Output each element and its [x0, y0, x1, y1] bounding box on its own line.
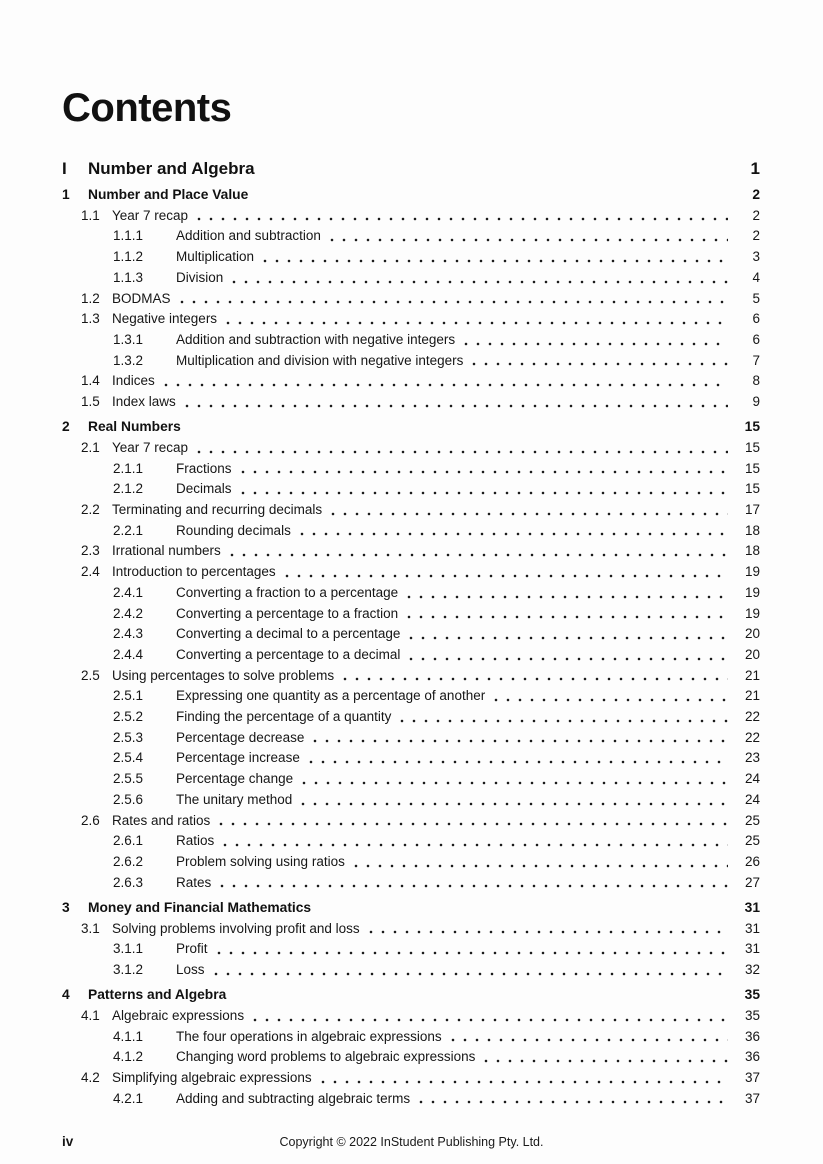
entry-number: 4.2	[81, 1070, 100, 1086]
entry-page: 20	[744, 646, 760, 662]
entry-title: Loss	[176, 962, 205, 978]
entry-number: 2.4	[81, 564, 100, 580]
entry-page: 27	[744, 874, 760, 890]
entry-number: 1.2	[81, 290, 100, 306]
entry-page: 2	[752, 207, 760, 223]
entry-page: 20	[744, 626, 760, 642]
dot-leader	[490, 686, 728, 707]
dot-leader	[222, 309, 728, 330]
toc-entry	[62, 157, 760, 180]
entry-page: 35	[744, 987, 760, 1003]
dot-leader	[226, 541, 728, 562]
entry-page: 19	[744, 564, 760, 580]
entry-number: 2.4.3	[113, 626, 144, 642]
entry-page: 4	[752, 269, 760, 285]
entry-title: Indices	[112, 373, 155, 389]
dot-leader	[403, 604, 728, 625]
entry-page: 3	[752, 249, 760, 265]
entry-number: 2.5.4	[113, 750, 144, 766]
dot-leader	[249, 1006, 728, 1027]
entry-title: Number and Algebra	[88, 159, 255, 178]
entry-title: Year 7 recap	[112, 439, 189, 455]
toc-entry	[62, 624, 760, 645]
entry-title: Using percentages to solve problems	[112, 667, 335, 683]
entry-number: 2.6	[81, 812, 100, 828]
entry-title: Terminating and recurring decimals	[112, 502, 323, 518]
toc-entry	[62, 960, 760, 981]
entry-page: 2	[752, 187, 760, 202]
toc-entry	[62, 226, 760, 247]
entry-title: Converting a decimal to a percentage	[176, 626, 401, 642]
toc-entry	[62, 521, 760, 542]
entry-number: 2.2	[81, 502, 100, 518]
toc-entry	[62, 417, 760, 438]
entry-page: 18	[744, 543, 760, 559]
entry-title: Multiplication and division with negative integers	[176, 352, 464, 368]
entry-title: Adding and subtracting algebraic terms	[176, 1090, 411, 1106]
entry-title: Percentage change	[176, 771, 294, 787]
dot-leader	[405, 645, 728, 666]
entry-page: 15	[744, 481, 760, 497]
entry-title: Patterns and Algebra	[88, 987, 227, 1003]
toc-entry	[62, 392, 760, 413]
dot-leader	[176, 289, 728, 310]
entry-page: 31	[744, 899, 760, 915]
entry-page: 25	[744, 833, 760, 849]
toc-entry	[62, 206, 760, 227]
dot-leader	[231, 985, 728, 1006]
toc-entry	[62, 541, 760, 562]
entry-title: Multiplication	[176, 249, 255, 265]
entry-title: Simplifying algebraic expressions	[112, 1070, 312, 1086]
folio-page-number: iv	[62, 1134, 74, 1149]
toc-entry	[62, 562, 760, 583]
dot-leader	[213, 939, 728, 960]
entry-number: 4.2.1	[113, 1090, 144, 1106]
toc-entry	[62, 1089, 760, 1110]
entry-number: 1.3.1	[113, 331, 144, 347]
toc-list	[62, 157, 760, 1109]
toc-entry	[62, 939, 760, 960]
entry-page: 31	[744, 920, 760, 936]
toc-entry	[62, 185, 760, 206]
dot-leader	[316, 898, 728, 919]
entry-page: 8	[752, 373, 760, 389]
toc-entry	[62, 309, 760, 330]
toc-entry	[62, 985, 760, 1006]
dot-leader	[350, 852, 728, 873]
entry-title: Addition and subtraction	[176, 228, 321, 244]
entry-title: Profit	[176, 941, 208, 957]
dot-leader	[253, 185, 728, 206]
page-footer	[0, 1133, 823, 1155]
dot-leader	[447, 1027, 728, 1048]
toc-entry	[62, 351, 760, 372]
entry-number: 2.1.1	[113, 460, 144, 476]
entry-number: I	[62, 159, 67, 178]
entry-number: 3.1.2	[113, 962, 144, 978]
toc-entry	[62, 645, 760, 666]
dot-leader	[210, 960, 728, 981]
entry-number: 3.1.1	[113, 941, 144, 957]
toc-entry	[62, 1068, 760, 1089]
dot-leader	[415, 1089, 728, 1110]
toc-entry	[62, 666, 760, 687]
dot-leader	[460, 330, 728, 351]
entry-number: 1.1	[81, 207, 100, 223]
entry-title: Rates	[176, 874, 212, 890]
dot-leader	[305, 748, 728, 769]
entry-title: Irrational numbers	[112, 543, 221, 559]
toc-entry	[62, 898, 760, 919]
toc-entry	[62, 438, 760, 459]
dot-leader	[237, 479, 728, 500]
entry-number: 2.4.1	[113, 584, 144, 600]
entry-title: Decimals	[176, 481, 232, 497]
entry-page: 22	[744, 729, 760, 745]
entry-title: The four operations in algebraic expressions	[176, 1028, 442, 1044]
entry-number: 2.2.1	[113, 522, 144, 538]
entry-title: Fractions	[176, 460, 232, 476]
entry-page: 24	[744, 771, 760, 787]
toc-entry	[62, 831, 760, 852]
entry-title: Changing word problems to algebraic expressions	[176, 1049, 476, 1065]
entry-page: 21	[744, 667, 760, 683]
entry-page: 15	[744, 419, 760, 435]
dot-leader	[317, 1068, 728, 1089]
entry-title: BODMAS	[112, 290, 171, 306]
entry-number: 2.4.2	[113, 605, 144, 621]
dot-leader	[403, 583, 728, 604]
entry-title: Year 7 recap	[112, 207, 189, 223]
toc-entry	[62, 1027, 760, 1048]
entry-title: Real Numbers	[88, 419, 181, 435]
entry-title: Percentage increase	[176, 750, 300, 766]
dot-leader	[296, 521, 728, 542]
dot-leader	[298, 769, 728, 790]
dot-leader	[259, 247, 728, 268]
entry-title: Negative integers	[112, 311, 218, 327]
dot-leader	[237, 459, 728, 480]
toc-entry	[62, 769, 760, 790]
toc-entry	[62, 707, 760, 728]
entry-title: Addition and subtraction with negative integers	[176, 331, 456, 347]
dot-leader	[215, 811, 728, 832]
dot-leader	[193, 438, 728, 459]
dot-leader	[327, 500, 728, 521]
dot-leader	[219, 831, 728, 852]
entry-number: 1.4	[81, 373, 100, 389]
entry-title: Converting a percentage to a fraction	[176, 605, 399, 621]
dot-leader	[309, 728, 728, 749]
toc-entry	[62, 919, 760, 940]
toc-entry	[62, 873, 760, 894]
entry-page: 6	[752, 311, 760, 327]
entry-page: 36	[744, 1028, 760, 1044]
entry-number: 2	[62, 419, 70, 435]
toc-entry	[62, 604, 760, 625]
entry-number: 4	[62, 987, 70, 1003]
entry-number: 1.1.3	[113, 269, 144, 285]
dot-leader	[405, 624, 728, 645]
entry-number: 1.3.2	[113, 352, 144, 368]
entry-page: 5	[752, 290, 760, 306]
entry-title: Percentage decrease	[176, 729, 305, 745]
entry-number: 1	[62, 187, 70, 202]
toc-entry	[62, 728, 760, 749]
toc-entry	[62, 268, 760, 289]
entry-page: 32	[744, 962, 760, 978]
entry-page: 9	[752, 394, 760, 410]
entry-number: 2.5.3	[113, 729, 144, 745]
entry-number: 1.1.2	[113, 249, 144, 265]
entry-number: 3	[62, 899, 70, 915]
entry-number: 2.5.6	[113, 791, 144, 807]
entry-number: 2.1.2	[113, 481, 144, 497]
toc-entry	[62, 371, 760, 392]
dot-leader	[396, 707, 728, 728]
entry-number: 4.1.2	[113, 1049, 144, 1065]
dot-leader	[365, 919, 728, 940]
entry-title: Converting a fraction to a percentage	[176, 584, 399, 600]
entry-title: Expressing one quantity as a percentage of another	[176, 688, 486, 704]
entry-number: 4.1.1	[113, 1028, 144, 1044]
entry-title: Problem solving using ratios	[176, 854, 345, 869]
entry-number: 2.3	[81, 543, 100, 559]
entry-page: 22	[744, 709, 760, 725]
entry-page: 35	[744, 1007, 760, 1023]
entry-number: 2.1	[81, 439, 100, 455]
entry-title: Converting a percentage to a decimal	[176, 646, 401, 662]
toc-entry	[62, 1047, 760, 1068]
dot-leader	[468, 351, 728, 372]
toc-entry	[62, 748, 760, 769]
entry-title: Number and Place Value	[88, 187, 249, 202]
entry-title: Money and Financial Mathematics	[88, 899, 312, 915]
toc-entry	[62, 500, 760, 521]
toc-entry	[62, 330, 760, 351]
dot-leader	[339, 666, 728, 687]
entry-page: 15	[744, 460, 760, 476]
entry-page: 19	[744, 584, 760, 600]
dot-leader	[216, 873, 728, 894]
page-title: Contents	[62, 86, 232, 130]
entry-number: 1.1.1	[113, 228, 144, 244]
entry-number: 1.5	[81, 394, 100, 410]
toc-entry	[62, 479, 760, 500]
entry-title: Rounding decimals	[176, 522, 291, 538]
dot-leader	[181, 392, 728, 413]
dot-leader	[281, 562, 728, 583]
entry-title: The unitary method	[176, 791, 293, 807]
entry-number: 2.6.3	[113, 874, 144, 890]
entry-page: 23	[744, 750, 760, 766]
dot-leader	[186, 417, 728, 438]
entry-page: 24	[744, 791, 760, 807]
entry-number: 2.5.5	[113, 771, 144, 787]
entry-number: 2.6.1	[113, 833, 144, 849]
toc-entry	[62, 1006, 760, 1027]
toc-entry	[62, 811, 760, 832]
toc-entry	[62, 459, 760, 480]
toc-entry	[62, 289, 760, 310]
dot-leader	[480, 1047, 728, 1068]
page-content	[62, 0, 760, 1109]
dot-leader	[297, 790, 728, 811]
entry-number: 2.4.4	[113, 646, 144, 662]
entry-number: 4.1	[81, 1007, 100, 1023]
entry-page: 15	[744, 439, 760, 455]
entry-title: Ratios	[176, 833, 215, 849]
entry-page: 36	[744, 1049, 760, 1065]
entry-page: 7	[752, 352, 760, 368]
copyright-text: Copyright © 2022 InStudent Publishing Pty. Ltd.	[279, 1135, 544, 1149]
entry-page: 37	[744, 1090, 760, 1106]
entry-page: 1	[750, 159, 760, 178]
entry-page: 18	[744, 522, 760, 538]
entry-title: Index laws	[112, 394, 176, 410]
toc-entry	[62, 852, 760, 873]
entry-number: 3.1	[81, 920, 100, 936]
entry-page: 6	[752, 331, 760, 347]
entry-number: 2.6.2	[113, 854, 144, 869]
toc-entry	[62, 790, 760, 811]
dot-leader	[228, 268, 728, 289]
entry-title: Solving problems involving profit and loss	[112, 920, 360, 936]
entry-title: Introduction to percentages	[112, 564, 276, 580]
entry-page: 31	[744, 941, 760, 957]
entry-page: 26	[744, 854, 760, 869]
entry-page: 2	[752, 228, 760, 244]
entry-title: Algebraic expressions	[112, 1007, 245, 1023]
entry-title: Finding the percentage of a quantity	[176, 709, 392, 725]
entry-title: Division	[176, 269, 224, 285]
entry-number: 2.5.2	[113, 709, 144, 725]
dot-leader	[260, 157, 728, 180]
entry-page: 17	[744, 502, 760, 518]
toc-entry	[62, 583, 760, 604]
entry-page: 21	[744, 688, 760, 704]
entry-page: 37	[744, 1070, 760, 1086]
entry-page: 19	[744, 605, 760, 621]
entry-number: 1.3	[81, 311, 100, 327]
dot-leader	[326, 226, 728, 247]
toc-entry	[62, 686, 760, 707]
toc-entry	[62, 247, 760, 268]
entry-title: Rates and ratios	[112, 812, 211, 828]
dot-leader	[193, 206, 728, 227]
entry-number: 2.5.1	[113, 688, 144, 704]
entry-page: 25	[744, 812, 760, 828]
dot-leader	[160, 371, 728, 392]
entry-number: 2.5	[81, 667, 100, 683]
